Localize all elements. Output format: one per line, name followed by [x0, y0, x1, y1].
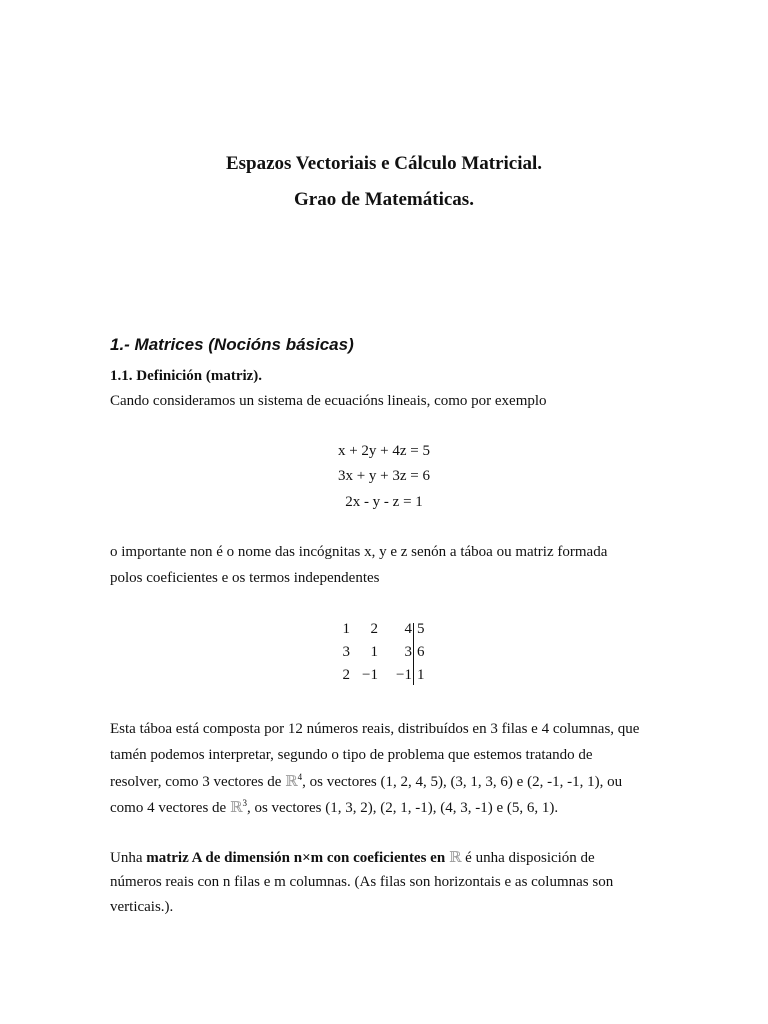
- document-subtitle: Grao de Matemáticas.: [294, 189, 474, 210]
- matrix-cell: 5: [417, 621, 425, 637]
- section-heading: 1.- Matrices (Nocións básicas): [110, 335, 354, 354]
- matrix-cell: 3: [342, 644, 350, 660]
- text-span: como 4 vectores de: [110, 800, 230, 816]
- text-span: resolver, como 3 vectores de: [110, 774, 286, 790]
- matrix-cell: −1: [362, 667, 378, 683]
- matrix-cell: 1: [342, 621, 350, 637]
- text-span: Unha: [110, 850, 147, 866]
- paragraph-line: o importante non é o nome das incógnitas x, y e z senón a táboa ou matriz formada: [110, 544, 608, 560]
- matrix-cell: 1: [370, 644, 378, 660]
- matrix-cell: 3: [404, 644, 412, 660]
- paragraph-line: números reais con n filas e m columnas. (As filas son horizontais e as columnas son: [110, 874, 614, 890]
- paragraph-line: polos coeficientes e os termos independentes: [110, 570, 380, 586]
- equation-3: 2x - y - z = 1: [345, 494, 423, 510]
- text-span: , os vectores (1, 2, 4, 5), (3, 1, 3, 6) e (2, -1, -1, 1), ou: [302, 774, 623, 790]
- subsection-heading: 1.1. Definición (matriz).: [110, 368, 263, 384]
- text-span: é unha disposición de: [461, 850, 595, 866]
- text-span: , os vectores (1, 3, 2), (2, 1, -1), (4, 3, -1) e (5, 6, 1).: [246, 800, 559, 816]
- real-numbers-symbol: ℝ: [448, 850, 462, 866]
- real-numbers-symbol: ℝ: [285, 774, 298, 790]
- paragraph-line: Esta táboa está composta por 12 números reais, distribuídos en 3 filas e 4 columnas, que: [110, 721, 640, 737]
- bold-term: matriz A de dimensión n×m con coeficientes en: [146, 850, 449, 866]
- paragraph-line: tamén podemos interpretar, segundo o tipo de problema que estemos tratando de: [110, 747, 593, 763]
- matrix-cell: −1: [396, 667, 412, 683]
- equation-1: x + 2y + 4z = 5: [337, 443, 431, 459]
- intro-paragraph: Cando consideramos un sistema de ecuacións lineais, como por exemplo: [110, 393, 547, 409]
- matrix-cell: 2: [342, 667, 350, 683]
- matrix-cell: 2: [370, 621, 378, 637]
- paragraph-line: [110, 772, 622, 791]
- real-numbers-symbol: ℝ: [229, 800, 243, 816]
- paragraph-line: verticais.).: [110, 899, 174, 915]
- document-title: Espazos Vectoriais e Cálculo Matricial.: [225, 153, 543, 174]
- paragraph-line: [110, 848, 595, 867]
- paragraph-line: [110, 798, 558, 817]
- matrix-cell: 4: [404, 621, 412, 637]
- exponent: 4: [297, 772, 303, 782]
- matrix-cell: 6: [417, 644, 425, 660]
- equation-2: 3x + y + 3z = 6: [337, 468, 431, 484]
- matrix-divider: [413, 623, 414, 685]
- matrix-cell: 1: [417, 667, 425, 683]
- exponent: 3: [242, 798, 247, 808]
